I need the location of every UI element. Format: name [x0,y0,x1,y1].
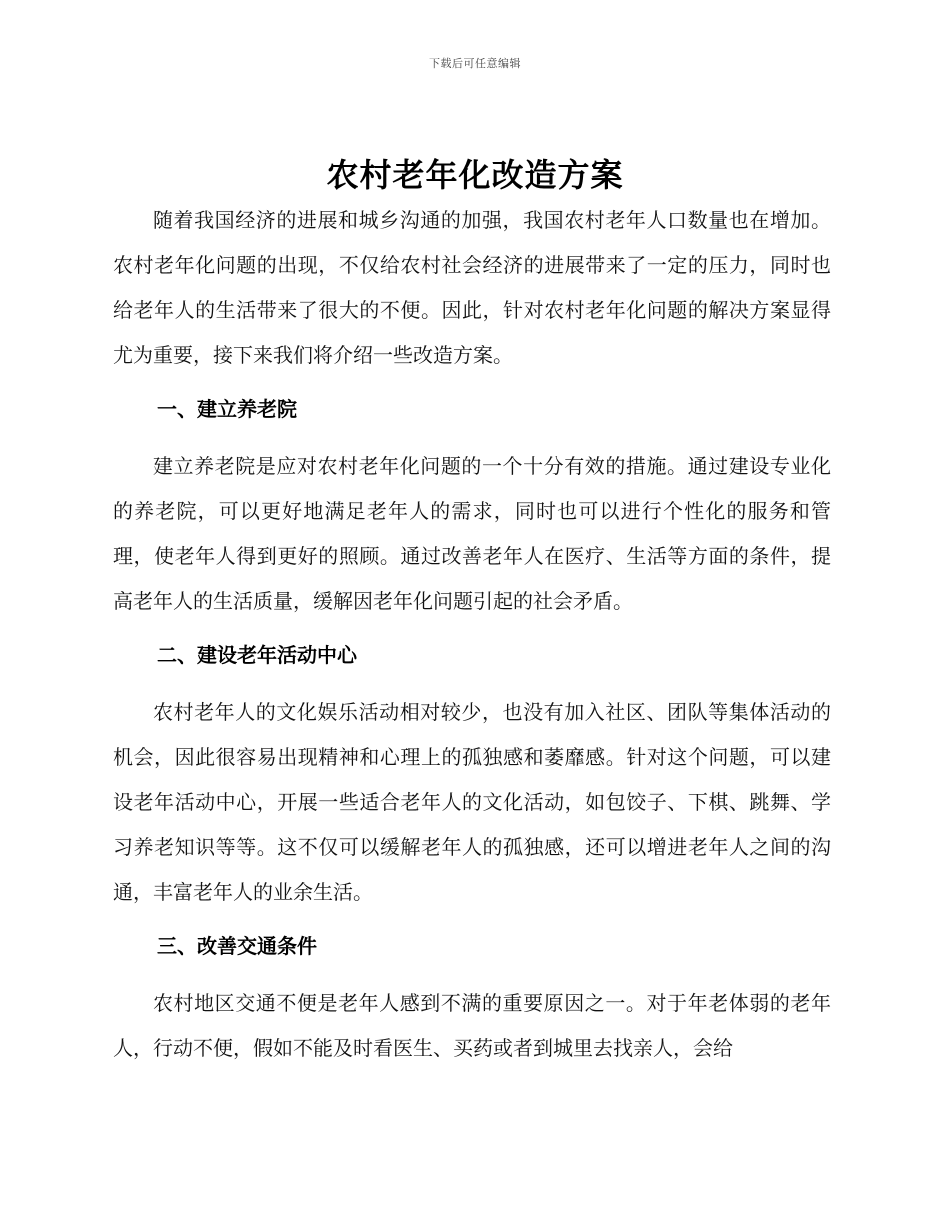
document-title: 农村老年化改造方案 [326,156,624,194]
document-body [113,198,831,1071]
section-paragraph-3: 农村地区交通不便是老年人感到不满的重要原因之一。对于年老体弱的老年人，行动不便，假如不能及时看医生、买药或者到城里去找亲人，会给 [113,991,831,1060]
header-note: 下载后可任意编辑 [429,57,521,70]
section-heading-2: 二、建设老年活动中心 [157,643,357,667]
section-paragraph-2: 农村老年人的文化娱乐活动相对较少，也没有加入社区、团队等集体活动的机会，因此很容易出现精神和心理上的孤独感和萎靡感。针对这个问题，可以建设老年活动中心，开展一些适合老年人的文化活动，如包饺子、下棋、跳舞、学习养老知识等等。这不仅可以缓解老年人的孤独感，还可以增进老年人之间的沟通，丰富老年人的业余生活。 [113,700,831,904]
section-heading-1: 一、建立养老院 [157,397,297,421]
section-paragraph-1: 建立养老院是应对农村老年化问题的一个十分有效的措施。通过建设专业化的养老院，可以更好地满足老年人的需求，同时也可以进行个性化的服务和管理，使老年人得到更好的照顾。通过改善老年人在医疗、生活等方面的条件，提高老年人的生活质量，缓解因老年化问题引起的社会矛盾。 [113,454,831,613]
intro-paragraph: 随着我国经济的进展和城乡沟通的加强，我国农村老年人口数量也在增加。农村老年化问题的出现，不仅给农村社会经济的进展带来了一定的压力，同时也给老年人的生活带来了很大的不便。因此，针对农村老年化问题的解决方案显得尤为重要，接下来我们将介绍一些改造方案。 [113,208,831,367]
section-heading-3: 三、改善交通条件 [157,934,317,958]
